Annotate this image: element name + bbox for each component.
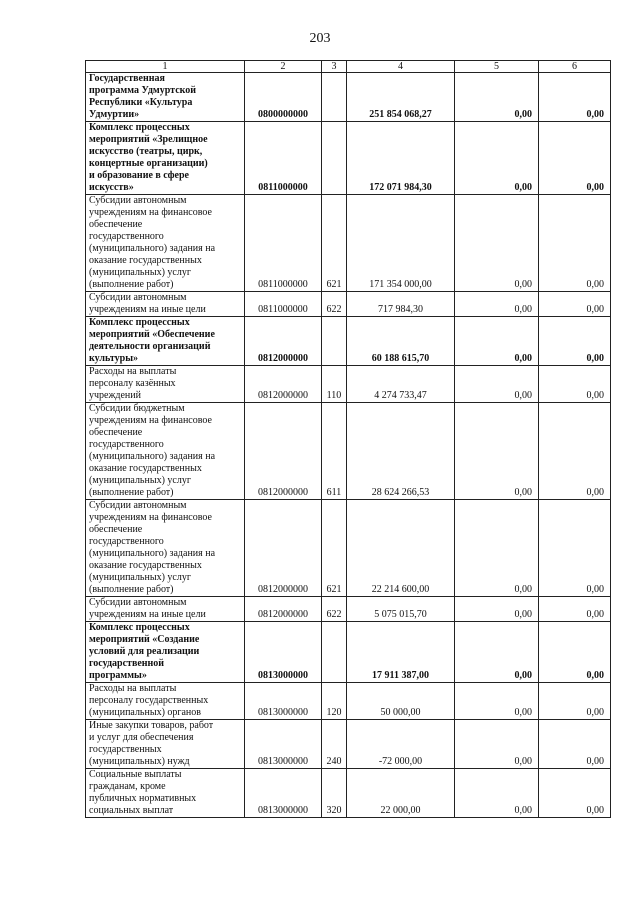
table-row (86, 292, 611, 317)
row-name-cell (86, 500, 245, 597)
row-name-line: и образование в сфере (89, 170, 189, 181)
amount-cell: 172 071 984,30 (347, 122, 455, 195)
row-name-cell (86, 720, 245, 769)
column5-cell: 0,00 (455, 500, 539, 597)
expense-type-cell (322, 317, 347, 366)
budget-table (85, 60, 611, 818)
row-name-line: (выполнение работ) (89, 584, 174, 595)
column6-cell: 0,00 (539, 683, 611, 720)
expense-type-cell: 110 (322, 366, 347, 403)
column6-cell: 0,00 (539, 317, 611, 366)
budget-table-body (86, 61, 611, 818)
column5-cell: 0,00 (455, 317, 539, 366)
row-name-line: Субсидии автономным (89, 500, 187, 511)
row-name-cell (86, 622, 245, 683)
amount-cell: 50 000,00 (347, 683, 455, 720)
table-row (86, 500, 611, 597)
row-name-line: мероприятий «Создание (89, 634, 200, 645)
target-code-cell: 0812000000 (245, 500, 322, 597)
target-code-cell: 0813000000 (245, 769, 322, 818)
row-name-line: Государственная (89, 73, 165, 84)
amount-cell: 251 854 068,27 (347, 73, 455, 122)
row-name-line: обеспечение (89, 524, 143, 535)
column6-cell: 0,00 (539, 500, 611, 597)
column-number: 6 (539, 61, 611, 73)
target-code-cell: 0812000000 (245, 317, 322, 366)
column6-cell: 0,00 (539, 403, 611, 500)
row-name-line: государственного (89, 231, 164, 242)
amount-cell: 60 188 615,70 (347, 317, 455, 366)
page-number: 203 (309, 31, 331, 46)
row-name-line: персоналу государственных (89, 695, 209, 706)
target-code-cell: 0811000000 (245, 122, 322, 195)
amount-cell: 5 075 015,70 (347, 597, 455, 622)
row-name-line: Республики «Культура (89, 97, 193, 108)
expense-type-cell: 622 (322, 292, 347, 317)
table-row (86, 366, 611, 403)
column5-cell: 0,00 (455, 403, 539, 500)
row-name-line: Комплекс процессных (89, 622, 190, 633)
column6-cell: 0,00 (539, 292, 611, 317)
target-code-cell: 0811000000 (245, 195, 322, 292)
column-number-row (86, 61, 611, 73)
table-row (86, 622, 611, 683)
amount-cell: 717 984,30 (347, 292, 455, 317)
row-name-line: обеспечение (89, 219, 143, 230)
column-number: 1 (86, 61, 245, 73)
row-name-line: искусств» (89, 182, 134, 193)
table-row (86, 195, 611, 292)
table-row (86, 317, 611, 366)
column5-cell: 0,00 (455, 622, 539, 683)
row-name-line: государственного (89, 439, 164, 450)
column5-cell: 0,00 (455, 73, 539, 122)
row-name-line: учреждениям на иные цели (89, 304, 206, 315)
row-name-cell (86, 292, 245, 317)
row-name-line: публичных нормативных (89, 793, 197, 804)
row-name-line: оказание государственных (89, 463, 202, 474)
column5-cell: 0,00 (455, 292, 539, 317)
row-name-line: (муниципальных) услуг (89, 572, 191, 583)
row-name-line: Расходы на выплаты (89, 683, 177, 694)
column-number: 4 (347, 61, 455, 73)
target-code-cell: 0813000000 (245, 683, 322, 720)
row-name-line: оказание государственных (89, 560, 202, 571)
column6-cell: 0,00 (539, 195, 611, 292)
row-name-line: учреждениям на финансовое (89, 207, 212, 218)
column5-cell: 0,00 (455, 122, 539, 195)
table-row (86, 720, 611, 769)
expense-type-cell: 622 (322, 597, 347, 622)
row-name-line: и услуг для обеспечения (89, 732, 194, 743)
target-code-cell: 0812000000 (245, 597, 322, 622)
expense-type-cell: 240 (322, 720, 347, 769)
column6-cell: 0,00 (539, 622, 611, 683)
amount-cell: 4 274 733,47 (347, 366, 455, 403)
row-name-line: (муниципального) задания на (89, 548, 216, 559)
row-name-line: учреждений (89, 390, 141, 401)
target-code-cell: 0812000000 (245, 403, 322, 500)
column-number: 2 (245, 61, 322, 73)
row-name-line: Субсидии автономным (89, 292, 187, 303)
amount-cell: 28 624 266,53 (347, 403, 455, 500)
column5-cell: 0,00 (455, 769, 539, 818)
expense-type-cell: 611 (322, 403, 347, 500)
row-name-line: Удмуртии» (89, 109, 140, 120)
row-name-line: учреждениям на финансовое (89, 415, 212, 426)
row-name-line: искусство (театры, цирк, (89, 146, 203, 157)
row-name-line: (муниципального) задания на (89, 243, 216, 254)
target-code-cell: 0813000000 (245, 622, 322, 683)
row-name-line: программа Удмуртской (89, 85, 197, 96)
row-name-line: Иные закупки товаров, работ (89, 720, 214, 731)
table-row (86, 597, 611, 622)
table-row (86, 73, 611, 122)
column6-cell: 0,00 (539, 720, 611, 769)
row-name-line: деятельности организаций (89, 341, 211, 352)
row-name-line: гражданам, кроме (89, 781, 166, 792)
table-row (86, 122, 611, 195)
table-row (86, 683, 611, 720)
row-name-line: учреждениям на иные цели (89, 609, 206, 620)
column5-cell: 0,00 (455, 683, 539, 720)
expense-type-cell (322, 73, 347, 122)
row-name-cell (86, 195, 245, 292)
expense-type-cell (322, 622, 347, 683)
row-name-cell (86, 597, 245, 622)
row-name-line: Субсидии бюджетным (89, 403, 185, 414)
target-code-cell: 0813000000 (245, 720, 322, 769)
row-name-line: Комплекс процессных (89, 317, 190, 328)
row-name-line: Комплекс процессных (89, 122, 190, 133)
table-row (86, 769, 611, 818)
row-name-line: государственной (89, 658, 165, 669)
row-name-cell (86, 73, 245, 122)
expense-type-cell: 320 (322, 769, 347, 818)
column6-cell: 0,00 (539, 769, 611, 818)
row-name-line: концертные организации) (89, 158, 208, 169)
column6-cell: 0,00 (539, 73, 611, 122)
row-name-line: (муниципального) задания на (89, 451, 216, 462)
row-name-line: Социальные выплаты (89, 769, 182, 780)
amount-cell: 17 911 387,00 (347, 622, 455, 683)
row-name-line: (выполнение работ) (89, 487, 174, 498)
column5-cell: 0,00 (455, 597, 539, 622)
row-name-line: (муниципальных) нужд (89, 756, 190, 767)
row-name-line: (муниципальных) услуг (89, 267, 191, 278)
column-number: 5 (455, 61, 539, 73)
row-name-line: (муниципальных) услуг (89, 475, 191, 486)
row-name-line: культуры» (89, 353, 139, 364)
target-code-cell: 0812000000 (245, 366, 322, 403)
row-name-cell (86, 122, 245, 195)
row-name-cell (86, 769, 245, 818)
row-name-line: государственного (89, 536, 164, 547)
row-name-cell (86, 366, 245, 403)
row-name-line: Расходы на выплаты (89, 366, 177, 377)
column5-cell: 0,00 (455, 195, 539, 292)
column-number: 3 (322, 61, 347, 73)
row-name-line: государственных (89, 744, 162, 755)
row-name-cell (86, 403, 245, 500)
table-row (86, 403, 611, 500)
row-name-line: мероприятий «Зрелищное (89, 134, 208, 145)
expense-type-cell: 120 (322, 683, 347, 720)
row-name-line: обеспечение (89, 427, 143, 438)
column6-cell: 0,00 (539, 122, 611, 195)
amount-cell: -72 000,00 (347, 720, 455, 769)
row-name-line: социальных выплат (89, 805, 174, 816)
row-name-line: Субсидии автономным (89, 195, 187, 206)
row-name-line: Субсидии автономным (89, 597, 187, 608)
column5-cell: 0,00 (455, 720, 539, 769)
expense-type-cell (322, 122, 347, 195)
column5-cell: 0,00 (455, 366, 539, 403)
target-code-cell: 0811000000 (245, 292, 322, 317)
row-name-line: (выполнение работ) (89, 279, 174, 290)
row-name-cell (86, 683, 245, 720)
row-name-line: оказание государственных (89, 255, 202, 266)
column6-cell: 0,00 (539, 366, 611, 403)
row-name-line: учреждениям на финансовое (89, 512, 212, 523)
row-name-line: программы» (89, 670, 147, 681)
expense-type-cell: 621 (322, 500, 347, 597)
row-name-line: (муниципальных) органов (89, 707, 202, 718)
target-code-cell: 0800000000 (245, 73, 322, 122)
amount-cell: 171 354 000,00 (347, 195, 455, 292)
amount-cell: 22 000,00 (347, 769, 455, 818)
row-name-line: мероприятий «Обеспечение (89, 329, 215, 340)
row-name-line: персоналу казённых (89, 378, 176, 389)
expense-type-cell: 621 (322, 195, 347, 292)
row-name-cell (86, 317, 245, 366)
row-name-line: условий для реализации (89, 646, 200, 657)
column6-cell: 0,00 (539, 597, 611, 622)
amount-cell: 22 214 600,00 (347, 500, 455, 597)
